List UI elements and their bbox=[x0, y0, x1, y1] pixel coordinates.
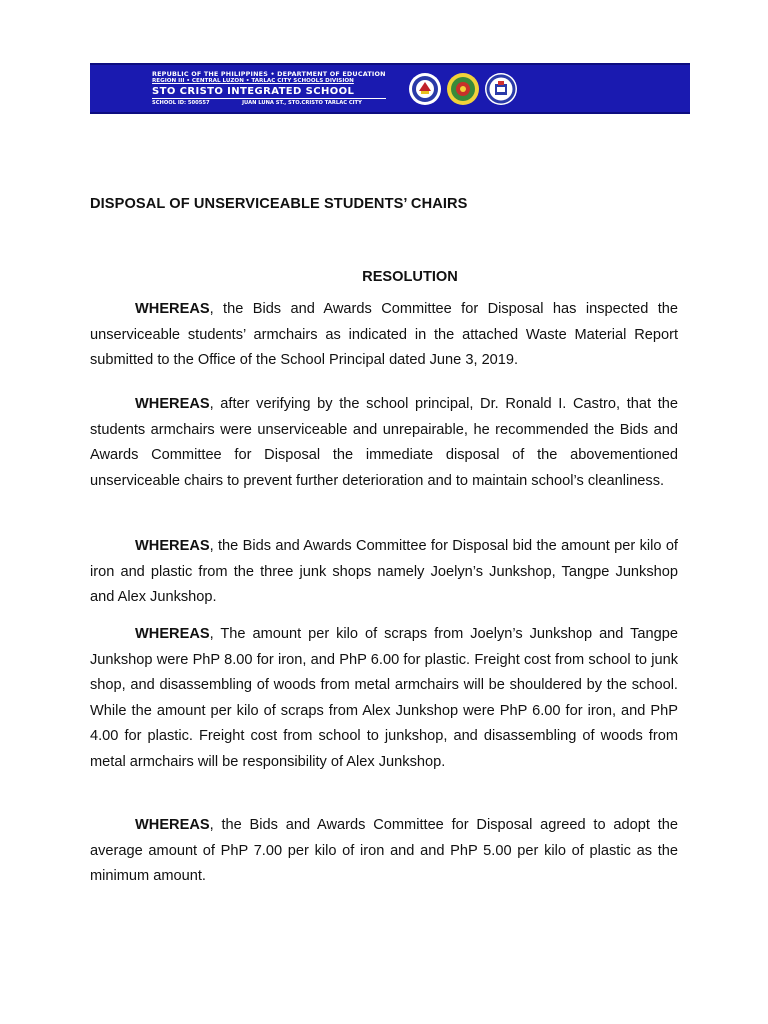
header-id-address-line bbox=[152, 101, 386, 106]
school-address: JUAN LUNA ST., STO.CRISTO TARLAC CITY bbox=[242, 100, 362, 106]
whereas-paragraph-2 bbox=[90, 392, 678, 494]
whereas-lead: WHEREAS bbox=[135, 301, 210, 317]
paragraph-text: , after verifying by the school principal, Dr. Ronald I. Castro, that the students armchairs were unserviceable and unrepairable, he recommended the Bids and Awards Committee for Disposal the immediate disposal of the abovementioned unserviceable chairs to prevent further deterioration and to maintain school’s cleanliness. bbox=[90, 396, 678, 489]
deped-seal-icon bbox=[408, 72, 442, 106]
resolution-heading: RESOLUTION bbox=[362, 269, 458, 285]
seal-group bbox=[408, 72, 518, 106]
whereas-lead: WHEREAS bbox=[135, 817, 210, 833]
paragraph-text: , the Bids and Awards Committee for Disposal agreed to adopt the average amount of PhP 7.00 per kilo of iron and and PhP 5.00 per kilo of plastic as the minimum amount. bbox=[90, 817, 678, 884]
header-text-block bbox=[152, 71, 386, 106]
paragraph-text: , the Bids and Awards Committee for Disposal bid the amount per kilo of iron and plastic from the three junk shops namely Joelyn’s Junkshop, Tangpe Junkshop and Alex Junkshop. bbox=[90, 538, 678, 605]
school-id: SCHOOL ID: 500557 bbox=[152, 100, 210, 106]
whereas-paragraph-4 bbox=[90, 622, 678, 775]
paragraph-text: , the Bids and Awards Committee for Disposal has inspected the unserviceable students’ armchairs as indicated in the attached Waste Material Report submitted to the Office of the School Principal dated June 3, 2019. bbox=[90, 301, 678, 368]
whereas-lead: WHEREAS bbox=[135, 626, 210, 642]
school-seal-icon bbox=[484, 72, 518, 106]
tarlac-city-seal-icon bbox=[446, 72, 480, 106]
whereas-lead: WHEREAS bbox=[135, 538, 210, 554]
school-header-banner bbox=[90, 63, 690, 114]
paragraph-text: , The amount per kilo of scraps from Joelyn’s Junkshop and Tangpe Junkshop were PhP 8.00 for iron, and PhP 6.00 for plastic. Freight cost from school to junk shop, and disassembling of woods from metal armchairs will be shouldered by the school. While the amount per kilo of scraps from Alex Junkshop were PhP 6.00 for iron, and PhP 4.00 for plastic. Freight cost from school to junkshop, and disassembling of woods from metal armchairs will be responsibility of Alex Junkshop. bbox=[90, 626, 678, 770]
header-line-republic: REPUBLIC OF THE PHILIPPINES • DEPARTMENT OF EDUCATION bbox=[152, 70, 386, 78]
whereas-paragraph-3 bbox=[90, 534, 678, 611]
document-title: DISPOSAL OF UNSERVICEABLE STUDENTS’ CHAIRS bbox=[90, 196, 468, 212]
whereas-paragraph-5 bbox=[90, 813, 678, 890]
whereas-paragraph-1 bbox=[90, 297, 678, 374]
header-line-region: REGION III • CENTRAL LUZON • TARLAC CITY SCHOOLS DIVISION bbox=[152, 78, 354, 85]
school-name: STO CRISTO INTEGRATED SCHOOL bbox=[152, 87, 386, 99]
whereas-lead: WHEREAS bbox=[135, 396, 210, 412]
